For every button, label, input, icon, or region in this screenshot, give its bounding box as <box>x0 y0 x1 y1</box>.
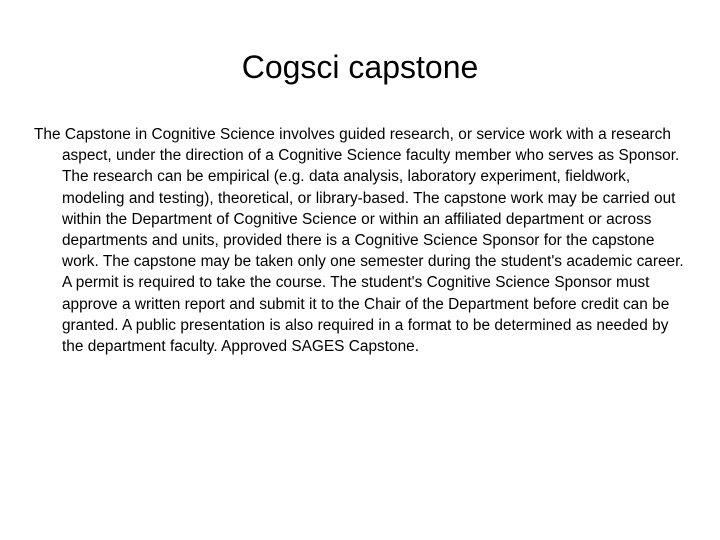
slide-body-paragraph: The Capstone in Cognitive Science involves guided research, or service work with a research aspect, under the direction of a Cognitive Science faculty member who serves as Sponsor. The research can be empirical (e.g. data analysis, laboratory experiment, fieldwork, modeling and testing), theoretical, or library-based. The capstone work may be carried out within the Department of Cognitive Science or within an affiliated department or across departments and units, provided there is a Cognitive Science Sponsor for the capstone work. The capstone may be taken only one semester during the student's academic career. A permit is required to take the course. The student's Cognitive Science Sponsor must approve a written report and submit it to the Chair of the Department before credit can be granted. A public presentation is also required in a format to be determined as needed by the department faculty. Approved SAGES Capstone. <box>34 126 684 356</box>
slide-title: Cogsci capstone <box>241 49 479 85</box>
slide-body-block <box>34 124 686 357</box>
